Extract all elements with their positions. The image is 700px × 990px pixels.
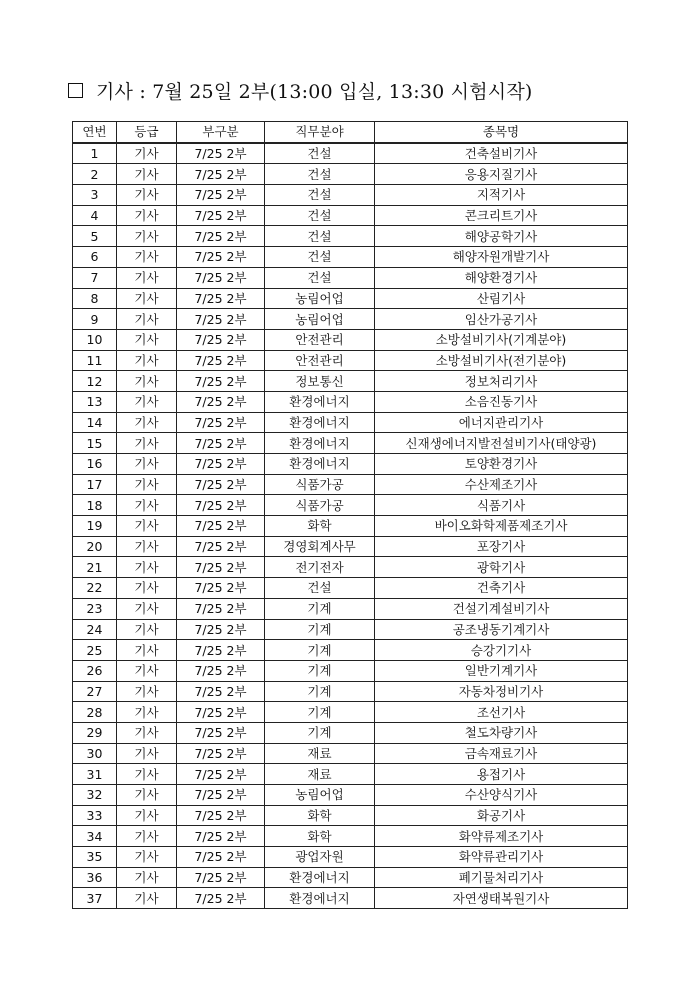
session-cell: 7/25 2부 <box>177 205 265 226</box>
field-cell: 건설 <box>265 205 375 226</box>
grade-cell: 기사 <box>117 309 177 330</box>
session-cell: 7/25 2부 <box>177 764 265 785</box>
table-row <box>73 205 628 226</box>
subject-cell: 공조냉동기계기사 <box>375 619 628 640</box>
session-cell: 7/25 2부 <box>177 516 265 537</box>
serial-cell: 31 <box>73 764 117 785</box>
grade-cell: 기사 <box>117 640 177 661</box>
session-cell: 7/25 2부 <box>177 185 265 206</box>
session-cell: 7/25 2부 <box>177 412 265 433</box>
serial-cell: 32 <box>73 785 117 806</box>
serial-cell: 26 <box>73 660 117 681</box>
field-cell: 안전관리 <box>265 350 375 371</box>
grade-cell: 기사 <box>117 474 177 495</box>
field-cell: 기계 <box>265 660 375 681</box>
grade-cell: 기사 <box>117 867 177 888</box>
grade-cell: 기사 <box>117 660 177 681</box>
title-text: 기사 : 7월 25일 2부(13:00 입실, 13:30 시험시작) <box>96 80 533 103</box>
table-row <box>73 164 628 185</box>
subject-cell: 응용지질기사 <box>375 164 628 185</box>
field-cell: 기계 <box>265 702 375 723</box>
grade-cell: 기사 <box>117 226 177 247</box>
serial-cell: 17 <box>73 474 117 495</box>
field-cell: 환경에너지 <box>265 888 375 909</box>
serial-cell: 25 <box>73 640 117 661</box>
subject-cell: 정보처리기사 <box>375 371 628 392</box>
table-row <box>73 847 628 868</box>
grade-cell: 기사 <box>117 412 177 433</box>
subject-cell: 수산양식기사 <box>375 785 628 806</box>
table-header-row <box>73 122 628 143</box>
subject-cell: 광학기사 <box>375 557 628 578</box>
serial-cell: 10 <box>73 329 117 350</box>
serial-cell: 19 <box>73 516 117 537</box>
session-cell: 7/25 2부 <box>177 847 265 868</box>
field-cell: 농림어업 <box>265 309 375 330</box>
session-cell: 7/25 2부 <box>177 702 265 723</box>
subject-cell: 조선기사 <box>375 702 628 723</box>
subject-cell: 소음진동기사 <box>375 391 628 412</box>
table-row <box>73 350 628 371</box>
field-cell: 건설 <box>265 185 375 206</box>
field-cell: 건설 <box>265 164 375 185</box>
header-grade: 등급 <box>117 122 177 143</box>
field-cell: 재료 <box>265 743 375 764</box>
field-cell: 환경에너지 <box>265 454 375 475</box>
subject-cell: 자연생태복원기사 <box>375 888 628 909</box>
session-cell: 7/25 2부 <box>177 578 265 599</box>
field-cell: 농림어업 <box>265 288 375 309</box>
serial-cell: 22 <box>73 578 117 599</box>
grade-cell: 기사 <box>117 350 177 371</box>
grade-cell: 기사 <box>117 888 177 909</box>
session-cell: 7/25 2부 <box>177 454 265 475</box>
table-row <box>73 640 628 661</box>
grade-cell: 기사 <box>117 164 177 185</box>
session-cell: 7/25 2부 <box>177 391 265 412</box>
grade-cell: 기사 <box>117 826 177 847</box>
field-cell: 환경에너지 <box>265 867 375 888</box>
grade-cell: 기사 <box>117 185 177 206</box>
field-cell: 화학 <box>265 826 375 847</box>
subject-cell: 폐기물처리기사 <box>375 867 628 888</box>
serial-cell: 30 <box>73 743 117 764</box>
session-cell: 7/25 2부 <box>177 805 265 826</box>
subject-cell: 화공기사 <box>375 805 628 826</box>
subject-cell: 임산가공기사 <box>375 309 628 330</box>
session-cell: 7/25 2부 <box>177 826 265 847</box>
table-row <box>73 516 628 537</box>
field-cell: 건설 <box>265 226 375 247</box>
table-row <box>73 371 628 392</box>
session-cell: 7/25 2부 <box>177 867 265 888</box>
field-cell: 안전관리 <box>265 329 375 350</box>
table-row <box>73 578 628 599</box>
header-session: 부구분 <box>177 122 265 143</box>
field-cell: 식품가공 <box>265 474 375 495</box>
subject-cell: 신재생에너지발전설비기사(태양광) <box>375 433 628 454</box>
serial-cell: 33 <box>73 805 117 826</box>
grade-cell: 기사 <box>117 743 177 764</box>
session-cell: 7/25 2부 <box>177 598 265 619</box>
table-row <box>73 764 628 785</box>
field-cell: 재료 <box>265 764 375 785</box>
serial-cell: 34 <box>73 826 117 847</box>
subject-cell: 콘크리트기사 <box>375 205 628 226</box>
grade-cell: 기사 <box>117 578 177 599</box>
field-cell: 화학 <box>265 805 375 826</box>
grade-cell: 기사 <box>117 495 177 516</box>
grade-cell: 기사 <box>117 536 177 557</box>
session-cell: 7/25 2부 <box>177 557 265 578</box>
session-cell: 7/25 2부 <box>177 433 265 454</box>
field-cell: 건설 <box>265 267 375 288</box>
table-row <box>73 412 628 433</box>
field-cell: 건설 <box>265 143 375 164</box>
subject-cell: 건축기사 <box>375 578 628 599</box>
serial-cell: 23 <box>73 598 117 619</box>
subject-cell: 지적기사 <box>375 185 628 206</box>
subject-cell: 철도차량기사 <box>375 722 628 743</box>
serial-cell: 16 <box>73 454 117 475</box>
serial-cell: 24 <box>73 619 117 640</box>
serial-cell: 6 <box>73 247 117 268</box>
table-row <box>73 495 628 516</box>
grade-cell: 기사 <box>117 371 177 392</box>
table-row <box>73 888 628 909</box>
table-row <box>73 702 628 723</box>
field-cell: 정보통신 <box>265 371 375 392</box>
checkbox-square-icon <box>68 83 83 98</box>
serial-cell: 13 <box>73 391 117 412</box>
table-row <box>73 433 628 454</box>
table-row <box>73 288 628 309</box>
section-title <box>68 75 668 105</box>
session-cell: 7/25 2부 <box>177 681 265 702</box>
subject-cell: 수산제조기사 <box>375 474 628 495</box>
subject-cell: 화약류제조기사 <box>375 826 628 847</box>
serial-cell: 2 <box>73 164 117 185</box>
subject-cell: 포장기사 <box>375 536 628 557</box>
subject-cell: 식품기사 <box>375 495 628 516</box>
subject-cell: 용접기사 <box>375 764 628 785</box>
subject-cell: 토양환경기사 <box>375 454 628 475</box>
subject-cell: 바이오화학제품제조기사 <box>375 516 628 537</box>
grade-cell: 기사 <box>117 391 177 412</box>
session-cell: 7/25 2부 <box>177 474 265 495</box>
grade-cell: 기사 <box>117 785 177 806</box>
serial-cell: 15 <box>73 433 117 454</box>
table-row <box>73 660 628 681</box>
header-field: 직무분야 <box>265 122 375 143</box>
grade-cell: 기사 <box>117 722 177 743</box>
serial-cell: 28 <box>73 702 117 723</box>
table-row <box>73 867 628 888</box>
subject-cell: 자동차정비기사 <box>375 681 628 702</box>
subject-cell: 화약류관리기사 <box>375 847 628 868</box>
header-serial: 연번 <box>73 122 117 143</box>
table-row <box>73 681 628 702</box>
field-cell: 경영회계사무 <box>265 536 375 557</box>
grade-cell: 기사 <box>117 702 177 723</box>
table-row <box>73 743 628 764</box>
table-row <box>73 267 628 288</box>
table-row <box>73 247 628 268</box>
grade-cell: 기사 <box>117 143 177 164</box>
session-cell: 7/25 2부 <box>177 164 265 185</box>
field-cell: 환경에너지 <box>265 433 375 454</box>
field-cell: 기계 <box>265 681 375 702</box>
subject-cell: 해양환경기사 <box>375 267 628 288</box>
table-row <box>73 557 628 578</box>
grade-cell: 기사 <box>117 516 177 537</box>
session-cell: 7/25 2부 <box>177 785 265 806</box>
serial-cell: 9 <box>73 309 117 330</box>
table-row <box>73 619 628 640</box>
serial-cell: 18 <box>73 495 117 516</box>
table-row <box>73 185 628 206</box>
grade-cell: 기사 <box>117 247 177 268</box>
serial-cell: 14 <box>73 412 117 433</box>
grade-cell: 기사 <box>117 805 177 826</box>
field-cell: 건설 <box>265 247 375 268</box>
table-row <box>73 826 628 847</box>
grade-cell: 기사 <box>117 267 177 288</box>
serial-cell: 11 <box>73 350 117 371</box>
serial-cell: 35 <box>73 847 117 868</box>
serial-cell: 1 <box>73 143 117 164</box>
serial-cell: 4 <box>73 205 117 226</box>
session-cell: 7/25 2부 <box>177 640 265 661</box>
serial-cell: 20 <box>73 536 117 557</box>
serial-cell: 12 <box>73 371 117 392</box>
field-cell: 기계 <box>265 722 375 743</box>
grade-cell: 기사 <box>117 205 177 226</box>
table-row <box>73 598 628 619</box>
field-cell: 식품가공 <box>265 495 375 516</box>
serial-cell: 8 <box>73 288 117 309</box>
subject-cell: 산림기사 <box>375 288 628 309</box>
serial-cell: 7 <box>73 267 117 288</box>
serial-cell: 3 <box>73 185 117 206</box>
header-subject: 종목명 <box>375 122 628 143</box>
field-cell: 환경에너지 <box>265 412 375 433</box>
session-cell: 7/25 2부 <box>177 619 265 640</box>
table-body <box>73 143 628 909</box>
session-cell: 7/25 2부 <box>177 329 265 350</box>
table-row <box>73 536 628 557</box>
field-cell: 기계 <box>265 598 375 619</box>
field-cell: 화학 <box>265 516 375 537</box>
session-cell: 7/25 2부 <box>177 267 265 288</box>
subject-cell: 건설기계설비기사 <box>375 598 628 619</box>
subject-cell: 해양공학기사 <box>375 226 628 247</box>
subject-cell: 소방설비기사(전기분야) <box>375 350 628 371</box>
table-row <box>73 226 628 247</box>
session-cell: 7/25 2부 <box>177 350 265 371</box>
grade-cell: 기사 <box>117 433 177 454</box>
field-cell: 전기전자 <box>265 557 375 578</box>
serial-cell: 27 <box>73 681 117 702</box>
session-cell: 7/25 2부 <box>177 743 265 764</box>
subject-cell: 승강기기사 <box>375 640 628 661</box>
subject-cell: 에너지관리기사 <box>375 412 628 433</box>
table-row <box>73 391 628 412</box>
table-row <box>73 722 628 743</box>
table-row <box>73 785 628 806</box>
field-cell: 농림어업 <box>265 785 375 806</box>
session-cell: 7/25 2부 <box>177 288 265 309</box>
grade-cell: 기사 <box>117 288 177 309</box>
field-cell: 기계 <box>265 619 375 640</box>
subject-cell: 일반기계기사 <box>375 660 628 681</box>
session-cell: 7/25 2부 <box>177 536 265 557</box>
subject-cell: 소방설비기사(기계분야) <box>375 329 628 350</box>
grade-cell: 기사 <box>117 847 177 868</box>
field-cell: 건설 <box>265 578 375 599</box>
session-cell: 7/25 2부 <box>177 226 265 247</box>
serial-cell: 36 <box>73 867 117 888</box>
session-cell: 7/25 2부 <box>177 247 265 268</box>
grade-cell: 기사 <box>117 329 177 350</box>
grade-cell: 기사 <box>117 454 177 475</box>
grade-cell: 기사 <box>117 681 177 702</box>
subject-cell: 건축설비기사 <box>375 143 628 164</box>
table-row <box>73 805 628 826</box>
field-cell: 광업자원 <box>265 847 375 868</box>
table-row <box>73 454 628 475</box>
grade-cell: 기사 <box>117 619 177 640</box>
grade-cell: 기사 <box>117 764 177 785</box>
serial-cell: 37 <box>73 888 117 909</box>
session-cell: 7/25 2부 <box>177 309 265 330</box>
serial-cell: 21 <box>73 557 117 578</box>
subject-cell: 해양자원개발기사 <box>375 247 628 268</box>
session-cell: 7/25 2부 <box>177 143 265 164</box>
session-cell: 7/25 2부 <box>177 371 265 392</box>
grade-cell: 기사 <box>117 557 177 578</box>
exam-schedule-table <box>72 121 628 909</box>
table-row <box>73 143 628 164</box>
session-cell: 7/25 2부 <box>177 660 265 681</box>
serial-cell: 29 <box>73 722 117 743</box>
session-cell: 7/25 2부 <box>177 888 265 909</box>
subject-cell: 금속재료기사 <box>375 743 628 764</box>
table-row <box>73 309 628 330</box>
grade-cell: 기사 <box>117 598 177 619</box>
session-cell: 7/25 2부 <box>177 495 265 516</box>
serial-cell: 5 <box>73 226 117 247</box>
table-row <box>73 474 628 495</box>
field-cell: 환경에너지 <box>265 391 375 412</box>
session-cell: 7/25 2부 <box>177 722 265 743</box>
table-row <box>73 329 628 350</box>
field-cell: 기계 <box>265 640 375 661</box>
